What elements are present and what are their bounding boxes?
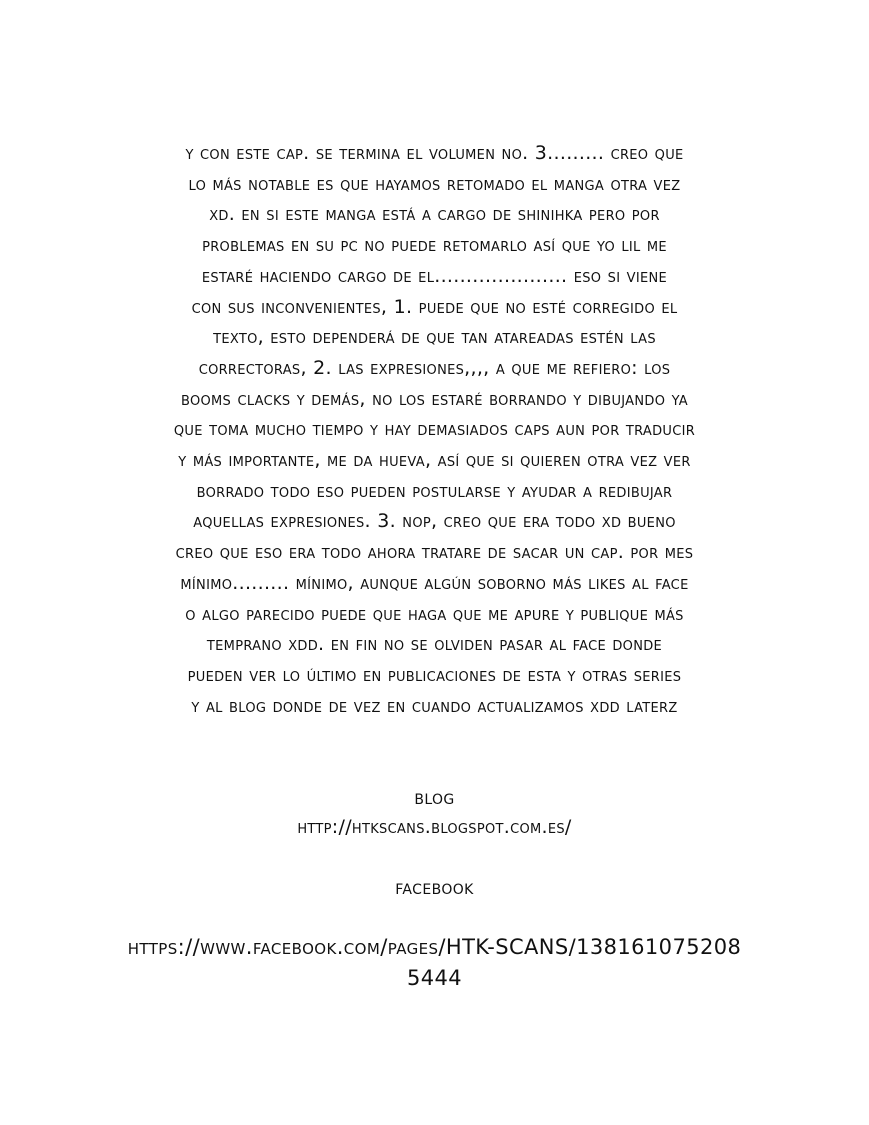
note-line-12: borrado todo eso pueden postularse y ayudar a redibujar bbox=[196, 479, 673, 502]
note-line-14: creo que eso era todo ahora tratare de sacar un cap. por mes bbox=[175, 541, 694, 564]
note-line-13: aquellas expresiones. 3. nop, creo que era todo xd bueno bbox=[193, 510, 676, 533]
note-line-18: pueden ver lo último en publicaciones de esta y otras series bbox=[187, 663, 682, 686]
note-line-10: que toma mucho tiempo y hay demasiados caps aun por traducir bbox=[173, 418, 696, 441]
facebook-url-line-1: https://www.facebook.com/pages/HTK-SCANS/138161075208 bbox=[127, 935, 742, 959]
note-line-8: correctoras, 2. las expresiones,,,, a que me refiero: los bbox=[198, 356, 671, 379]
note-line-16: o algo parecido puede que haga que me apure y publique más bbox=[185, 602, 684, 625]
note-line-6: con sus inconvenientes, 1. puede que no esté corregido el bbox=[191, 295, 678, 318]
note-line-11: y más importante, me da hueva, así que si quieren otra vez ver bbox=[178, 449, 691, 472]
spacer bbox=[0, 902, 869, 932]
note-line-15: mínimo......... mínimo, aunque algún soborno más likes al face bbox=[180, 571, 689, 594]
note-line-7: texto, esto dependerá de que tan atareadas estén las bbox=[213, 326, 656, 349]
note-line-3: xd. en si este manga está a cargo de shinihka pero por bbox=[209, 203, 660, 226]
facebook-label: facebook bbox=[395, 875, 474, 899]
note-line-9: booms clacks y demás, no los estaré borrando y dibujando ya bbox=[180, 387, 688, 410]
note-line-17: temprano xdd. en fin no se olviden pasar al face donde bbox=[206, 633, 663, 656]
blog-url: http://htkscans.blogspot.com.es/ bbox=[297, 816, 572, 838]
spacer bbox=[0, 842, 869, 872]
note-line-1: y con este cap. se termina el volumen no. 3......... creo que bbox=[185, 142, 684, 164]
note-line-4: problemas en su pc no puede retomarlo así que yo lil me bbox=[202, 234, 667, 257]
blog-label: blog bbox=[414, 785, 455, 809]
translator-note bbox=[60, 138, 809, 721]
note-line-19: y al blog donde de vez en cuando actualizamos xdd laterz bbox=[191, 694, 678, 717]
facebook-url-line-2: 5444 bbox=[406, 966, 463, 990]
note-line-2: lo más notable es que hayamos retomado el manga otra vez bbox=[188, 172, 681, 195]
note-line-5: estaré haciendo cargo de el..................... eso si viene bbox=[201, 264, 668, 287]
links-section bbox=[0, 782, 869, 994]
